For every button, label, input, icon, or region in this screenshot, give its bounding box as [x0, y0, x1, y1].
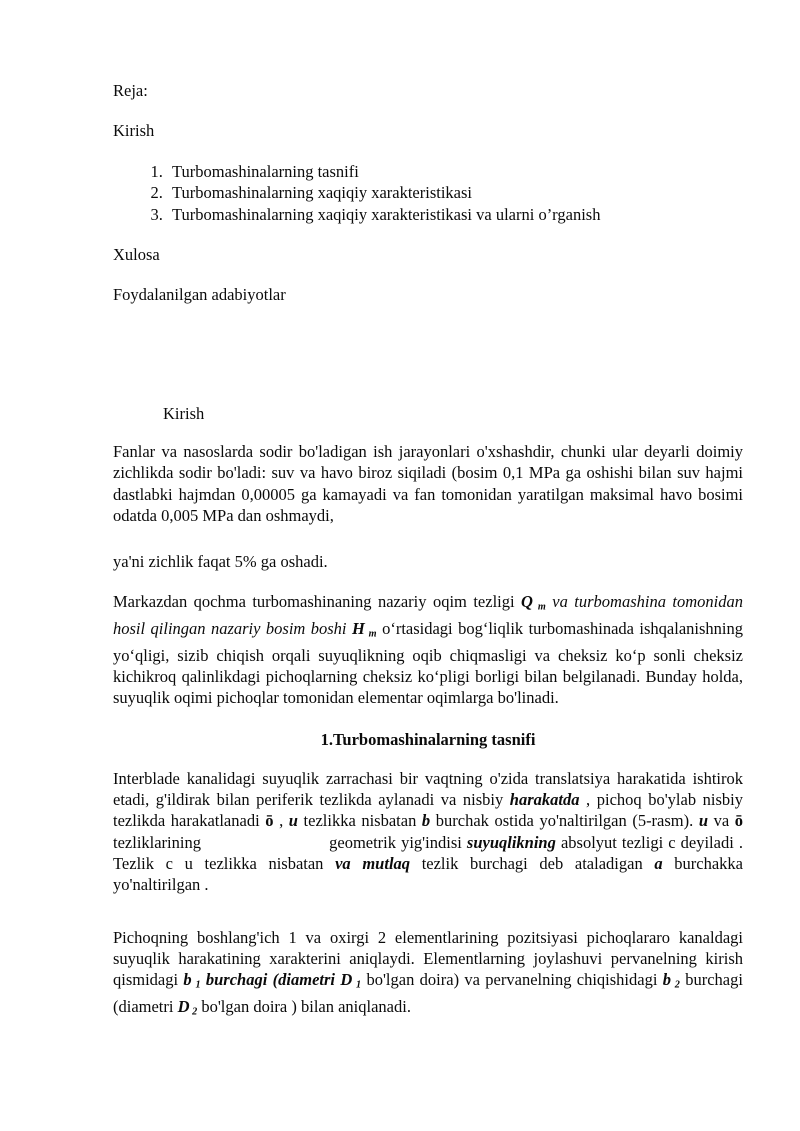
conclusion-label: Xulosa	[113, 245, 160, 265]
intro-label: Kirish	[113, 121, 155, 141]
section1-heading: 1.Turbomashinalarning tasnifi	[320, 730, 536, 750]
paragraph-fanlar: Fanlar va nasoslarda sodir bo'ladigan ish jarayonlari o'xshashdir, chunki ular deyarli doimiy zichlikda sodir bo'ladi: suv va havo biroz siqiladi (bosim 0,1 MPa ga oshishi bilan suv hajmi dastlabki hajmdan 0,00005 ga kamayadi va fan tomonidan yaratilgan maksimal havo bosimi odatda 0,005 MPa dan oshmaydi,	[113, 441, 743, 525]
plan-list-item-3: 3. Turbomashinalarning xaqiqiy xarakteristikasi va ularni o’rganish	[167, 204, 743, 226]
plan-label: Reja:	[113, 81, 148, 100]
plan-list-item-2: 2. Turbomashinalarning xaqiqiy xarakteristikasi	[167, 182, 743, 204]
references-label: Foydalanilgan adabiyotlar	[113, 285, 286, 305]
plan-list-item-1: 1. Turbomashinalarning tasnifi	[167, 161, 743, 183]
line-zichlik: ya'ni zichlik faqat 5% ga oshadi.	[113, 552, 328, 572]
paragraph-interblade: Interblade kanalidagi suyuqlik zarrachasi bir vaqtning o'zida translatsiya harakatida ishtirok etadi, g'ildirak bilan periferik tezlikda aylanadi va nisbiy harakatda , pichoq bo'ylab nisbiy tezlikda harakatlanadi ō , u tezlikka nisbatan b burchak ostida yo'naltirilgan (5-rasm). u va ō tezliklarining geometrik yig'indisi suyuqlikning absolyut tezligi c deyiladi . Tezlik c u tezlikka nisbatan va mutlaq tezlik burchagi deb ataladigan a burchakka yo'naltirilgan .	[113, 768, 744, 895]
paragraph-pichoqning: Pichoqning boshlang'ich 1 va oxirgi 2 elementlarining pozitsiyasi pichoqlararo kanaldagi suyuqlik harakatining xarakterini aniqlaydi. Elementlarning joylashuvi pervanelning kirish qismidagi b 1 burchagi (diametri D 1 bo'lgan doira) va pervanelning chiqishidagi b 2 burchagi (diametri D 2 bo'lgan doira ) bilan aniqlanadi.	[113, 927, 743, 1017]
section-kirish-heading: Kirish	[163, 403, 205, 423]
plan-list	[113, 161, 743, 226]
paragraph-markazdan: Markazdan qochma turbomashinaning nazariy oqim tezligi Q m va turbomashina tomonidan hosil qilingan nazariy bosim boshi H m o‘rtasidagi bog‘liqlik turbomashinada ishqalanishning yo‘qligi, sizib chiqish orqali suyuqlikning oqib chiqmasligi va cheksiz ko‘p sonli cheksiz kichikroq qalinlikdagi pichoqlarning cheksiz ko‘pligi borligi bilan belgilanadi. Bunday holda, suyuqlik oqimi pichoqlar tomonidan elementar oqimlarga bo'linadi.	[113, 592, 744, 708]
